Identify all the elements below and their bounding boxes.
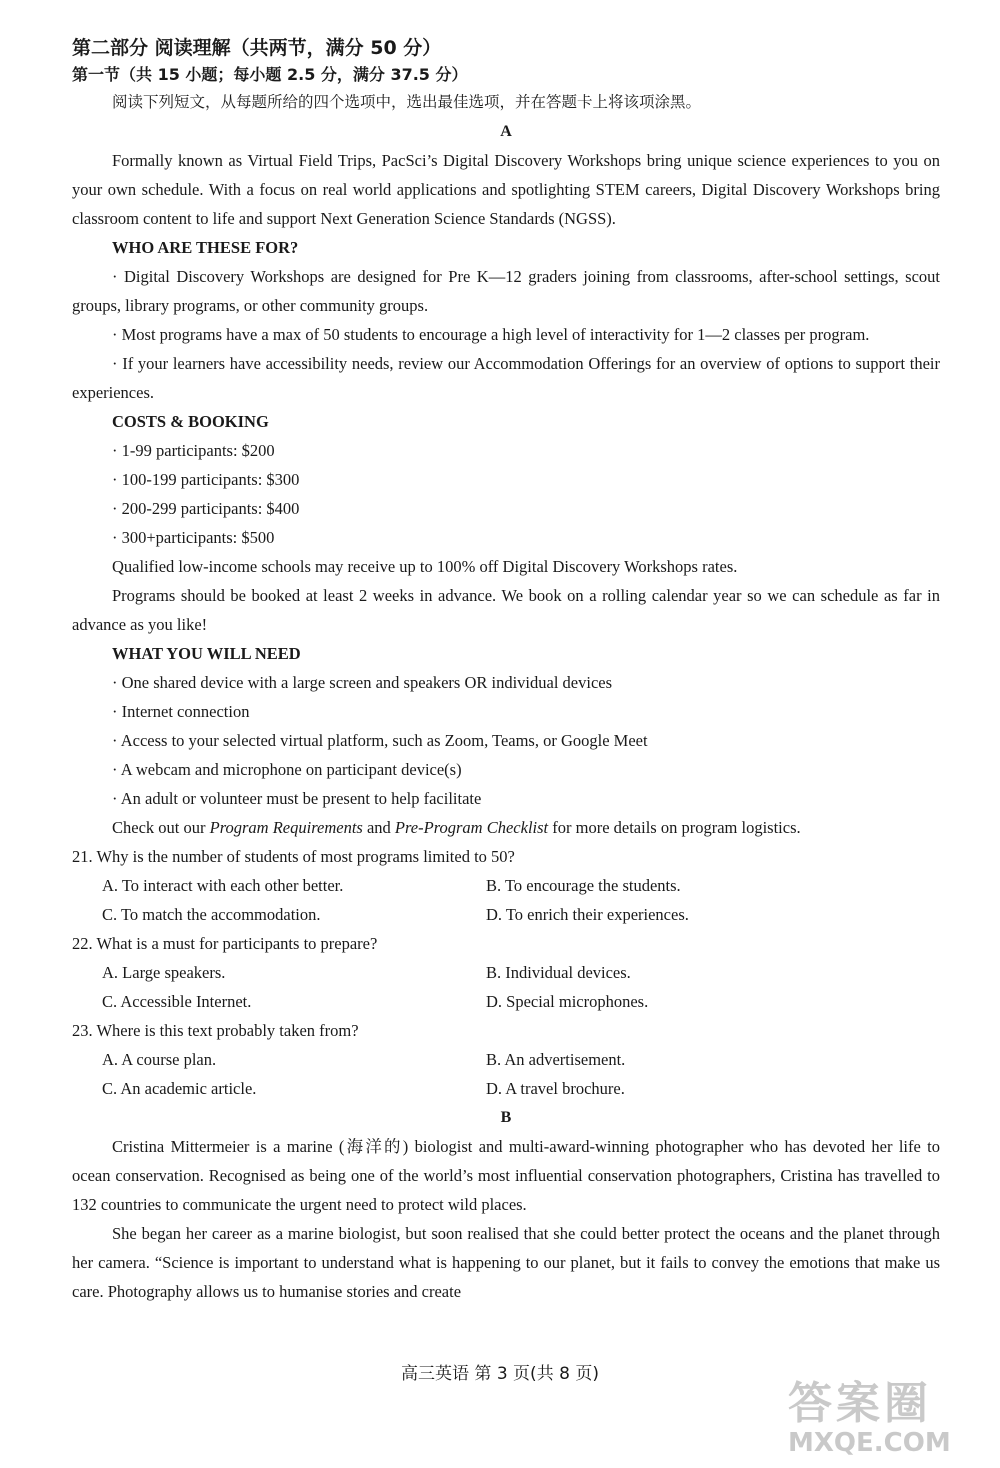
- program-requirements-title: Program Requirements: [209, 818, 363, 837]
- passage-a-intro: Formally known as Virtual Field Trips, PacSci’s Digital Discovery Workshops bring unique science experiences to you on your own schedule. With a focus on real world applications and spotlighting STEM careers, Digital Discovery Workshops bring classroom content to life and support Next Generation Science Standards (NGSS).: [72, 151, 940, 228]
- question-stem: 23. Where is this text probably taken from?: [72, 1021, 359, 1040]
- checkout-text: Check out our: [112, 818, 210, 837]
- question-options-row: [72, 1045, 940, 1074]
- who-item: · Digital Discovery Workshops are designed for Pre K—12 graders joining from classrooms, after-school settings, scout groups, library programs, or other community groups.: [72, 267, 940, 315]
- option-b: B. To encourage the students.: [486, 876, 681, 895]
- option-a: A. Large speakers.: [102, 963, 226, 982]
- question-options-row: [72, 871, 940, 900]
- need-item: · Internet connection: [112, 702, 250, 721]
- checkout-note: [72, 813, 940, 842]
- question-options-row: [72, 1074, 940, 1103]
- watermark-top-text: 答案圈: [788, 1378, 932, 1429]
- question-stem: 22. What is a must for participants to prepare?: [72, 934, 378, 953]
- cost-item: · 300+participants: $500: [112, 528, 275, 547]
- watermark-bottom-text: MXQE.COM: [788, 1428, 951, 1458]
- watermark-logo: [788, 1380, 978, 1460]
- question-options-row: [72, 900, 940, 929]
- cost-item: · 100-199 participants: $300: [112, 470, 300, 489]
- option-c: C. Accessible Internet.: [102, 992, 252, 1011]
- option-a: A. To interact with each other better.: [102, 876, 344, 895]
- section-title: 第一节（共 15 小题；每小题 2.5 分，满分 37.5 分）: [72, 65, 468, 84]
- checkout-text: for more details on program logistics.: [548, 818, 801, 837]
- option-a: A. A course plan.: [102, 1050, 217, 1069]
- need-item: · Access to your selected virtual platform, such as Zoom, Teams, or Google Meet: [112, 731, 648, 750]
- passage-a-label: A: [500, 123, 512, 140]
- passage-b-paragraph: Cristina Mittermeier is a marine (海洋的) biologist and multi-award-winning photographer who has devoted her life to ocean conservation. Recognised as being one of the world’s most influential conservation photographers, Cristina has travelled to 132 countries to communicate the urgent need to protect wild places.: [72, 1137, 940, 1214]
- cost-item: · 200-299 participants: $400: [112, 499, 300, 518]
- option-c: C. To match the accommodation.: [102, 905, 321, 924]
- passage-b-paragraph: She began her career as a marine biologist, but soon realised that she could better protect the oceans and the planet through her camera. “Science is important to understand what is happening to our planet, but it fails to convey the emotions that make us care. Photography allows us to humanise stories and create: [72, 1224, 940, 1301]
- checklist-title: Pre-Program Checklist: [394, 818, 549, 837]
- need-item: · A webcam and microphone on participant device(s): [112, 760, 462, 779]
- exam-page: [72, 34, 940, 1306]
- who-item: · Most programs have a max of 50 students to encourage a high level of interactivity for 1—2 classes per program.: [112, 325, 870, 344]
- costs-note: Qualified low-income schools may receive up to 100% off Digital Discovery Workshops rates.: [112, 557, 738, 576]
- question-options-row: [72, 987, 940, 1016]
- cost-item: · 1-99 participants: $200: [112, 441, 275, 460]
- need-heading: WHAT YOU WILL NEED: [112, 644, 301, 663]
- who-heading: WHO ARE THESE FOR?: [112, 238, 299, 257]
- instructions: 阅读下列短文，从每题所给的四个选项中，选出最佳选项，并在答题卡上将该项涂黑。: [112, 93, 702, 111]
- checkout-text: and: [362, 818, 395, 837]
- who-item: · If your learners have accessibility needs, review our Accommodation Offerings for an overview of options to support their experiences.: [72, 354, 940, 402]
- option-b: B. Individual devices.: [486, 963, 631, 982]
- passage-b-label: B: [500, 1109, 512, 1126]
- part-title: 第二部分 阅读理解（共两节，满分 50 分）: [72, 37, 442, 59]
- option-b: B. An advertisement.: [486, 1050, 626, 1069]
- option-d: D. A travel brochure.: [486, 1079, 625, 1098]
- option-d: D. To enrich their experiences.: [486, 905, 689, 924]
- option-c: C. An academic article.: [102, 1079, 257, 1098]
- question-options-row: [72, 958, 940, 987]
- page-footer: 高三英语 第 3 页(共 8 页): [401, 1364, 599, 1384]
- costs-heading: COSTS & BOOKING: [112, 412, 269, 431]
- need-item: · One shared device with a large screen and speakers OR individual devices: [112, 673, 613, 692]
- need-item: · An adult or volunteer must be present to help facilitate: [112, 789, 482, 808]
- question-stem: 21. Why is the number of students of most programs limited to 50?: [72, 847, 515, 866]
- option-d: D. Special microphones.: [486, 992, 649, 1011]
- costs-note: Programs should be booked at least 2 weeks in advance. We book on a rolling calendar year so we can schedule as far in advance as you like!: [72, 586, 940, 634]
